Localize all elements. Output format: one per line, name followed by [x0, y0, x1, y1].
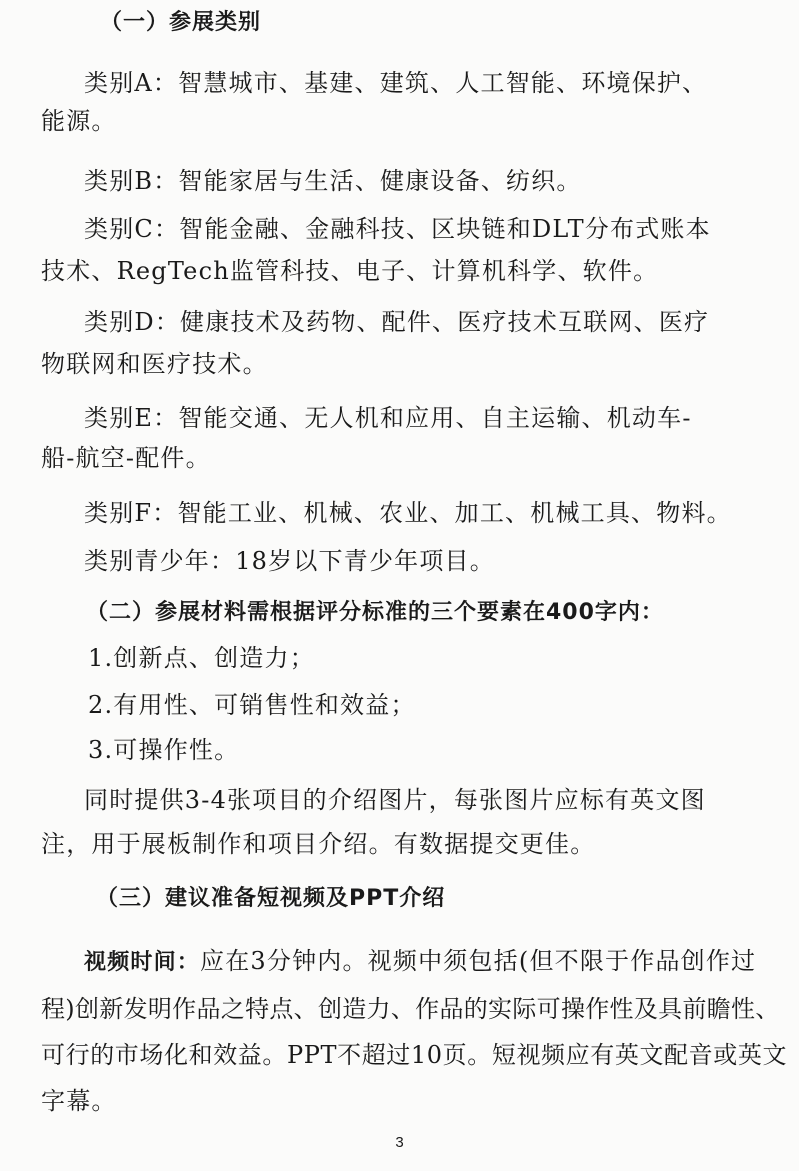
category-e-line2: 船-航空-配件。 [41, 444, 211, 472]
section3-heading: （三）建议准备短视频及PPT介绍 [96, 886, 446, 911]
category-a-line1: 类别A：智慧城市、基建、建筑、人工智能、环境保护、 [84, 69, 708, 97]
category-c-line1: 类别C：智能金融、金融科技、区块链和DLT分布式账本 [84, 215, 711, 243]
page-number: 3 [395, 1134, 404, 1151]
section1-heading: （一）参展类别 [100, 10, 262, 35]
video-line1-text: 应在3分钟内。视频中须包括(但不限于作品创作过 [200, 947, 757, 975]
category-b-line1: 类别B：智能家居与生活、健康设备、纺织。 [84, 167, 582, 195]
category-youth-line1: 类别青少年：18岁以下青少年项目。 [84, 547, 495, 575]
image-note-line1: 同时提供3-4张项目的介绍图片，每张图片应标有英文图 [84, 786, 706, 814]
category-a-line2: 能源。 [41, 107, 117, 135]
category-c-line2: 技术、RegTech监管科技、电子、计算机科学、软件。 [41, 257, 659, 285]
criteria-item-3: 3.可操作性。 [88, 736, 240, 764]
category-d-line1: 类别D：健康技术及药物、配件、医疗技术互联网、医疗 [84, 308, 710, 336]
section2-heading: （二）参展材料需根据评分标准的三个要素在400字内： [86, 600, 664, 625]
image-note-line2: 注，用于展板制作和项目介绍。有数据提交更佳。 [41, 830, 596, 858]
category-e-line1: 类别E：智能交通、无人机和应用、自主运输、机动车- [84, 404, 692, 432]
video-line4: 字幕。 [41, 1087, 117, 1115]
criteria-item-1: 1.创新点、创造力； [88, 644, 315, 672]
category-f-line1: 类别F：智能工业、机械、农业、加工、机械工具、物料。 [84, 499, 732, 527]
category-d-line2: 物联网和医疗技术。 [41, 350, 268, 378]
video-line1 [0, 946, 799, 978]
video-line2: 程)创新发明作品之特点、创造力、作品的实际可操作性及具前瞻性、 [41, 995, 780, 1023]
criteria-item-2: 2.有用性、可销售性和效益； [88, 691, 416, 719]
video-line3: 可行的市场化和效益。PPT不超过10页。短视频应有英文配音或英文 [41, 1041, 788, 1069]
video-time-label: 视频时间： [84, 950, 201, 975]
